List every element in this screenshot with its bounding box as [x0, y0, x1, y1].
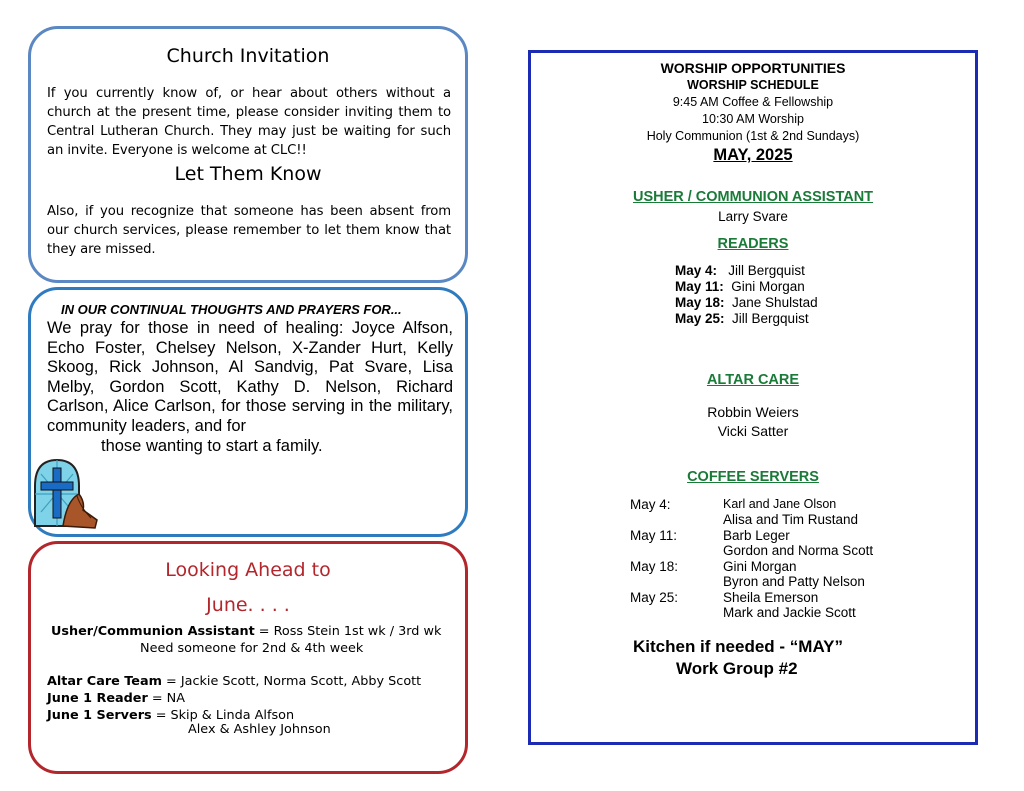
coffee-date: May 4: — [630, 497, 671, 512]
coffee-date: May 25: — [630, 590, 679, 605]
prayers-panel — [28, 287, 468, 537]
coffee-name: Alisa and Tim Rustand — [723, 512, 859, 527]
june-usher-note: Need someone for 2nd & 4th week — [140, 641, 364, 656]
coffee-name: Mark and Jackie Scott — [723, 605, 856, 620]
reader-date: May 11: — [675, 279, 724, 294]
reader-name: Jill Bergquist — [717, 263, 805, 278]
june-altar-label: Altar Care Team — [47, 674, 162, 689]
altar-care-name: Vicki Satter — [717, 423, 789, 439]
readers-list — [675, 263, 818, 327]
june-altar-line — [47, 674, 421, 689]
june-usher-line — [51, 624, 441, 639]
usher-heading: USHER / COMMUNION ASSISTANT — [632, 189, 874, 205]
coffee-name: Karl and Jane Olson — [723, 497, 837, 511]
looking-ahead-title: Looking Ahead to — [165, 559, 331, 581]
june-servers-value-2: Alex & Ashley Johnson — [188, 722, 331, 737]
reader-row — [675, 263, 818, 279]
reader-date: May 4: — [675, 263, 718, 278]
june-usher-value: = Ross Stein 1st wk / 3rd wk — [254, 624, 442, 639]
invitation-title: Church Invitation — [166, 45, 330, 67]
worship-heading: WORSHIP OPPORTUNITIES — [660, 60, 846, 76]
reader-row — [675, 295, 818, 311]
altar-care-heading: ALTAR CARE — [706, 372, 800, 388]
schedule-line: Holy Communion (1st & 2nd Sundays) — [646, 129, 860, 143]
schedule-line: 9:45 AM Coffee & Fellowship — [672, 95, 834, 109]
june-servers-line — [47, 708, 294, 723]
june-reader-value: = NA — [147, 691, 185, 706]
usher-name: Larry Svare — [718, 209, 788, 224]
let-them-know-title: Let Them Know — [174, 163, 322, 185]
work-group-line: Work Group #2 — [676, 659, 798, 678]
coffee-name: Byron and Patty Nelson — [723, 574, 865, 589]
kitchen-line: Kitchen if needed - “MAY” — [633, 637, 844, 656]
coffee-name: Sheila Emerson — [723, 590, 819, 605]
prayers-heading: IN OUR CONTINUAL THOUGHTS AND PRAYERS FOR... — [61, 302, 402, 317]
readers-heading: READERS — [717, 236, 789, 252]
reader-date: May 18: — [675, 295, 725, 310]
coffee-servers-heading: COFFEE SERVERS — [687, 469, 819, 485]
june-servers-value: = Skip & Linda Alfson — [151, 708, 295, 723]
coffee-name: Barb Leger — [723, 528, 790, 543]
reader-name: Gini Morgan — [723, 279, 805, 294]
coffee-name: Gordon and Norma Scott — [723, 543, 874, 558]
coffee-date: May 11: — [630, 528, 678, 543]
praying-hands-cross-icon — [33, 456, 99, 530]
prayers-text — [47, 319, 453, 456]
june-servers-label: June 1 Servers — [47, 708, 152, 723]
reader-row — [675, 279, 818, 295]
let-them-know-text: Also, if you recognize that someone has been absent from our church services, please remember to let them know that they are missed. — [47, 204, 451, 257]
reader-name: Jill Bergquist — [724, 311, 809, 326]
reader-name: Jane Shulstad — [724, 295, 818, 310]
june-reader-label: June 1 Reader — [47, 691, 148, 706]
prayers-list: We pray for those in need of healing: Joyce Alfson, Echo Foster, Chelsey Nelson, X-Zander Hurt, Kelly Skoog, Rick Johnson, Al Sandvig, Pat Svare, Lisa Melby, Gordon Scott, Kathy D. Nelson, Richard Carlson, Alice Carlson, for those serving in the military, community leaders, and for — [47, 319, 453, 435]
reader-date: May 25: — [675, 311, 725, 326]
month-heading: MAY, 2025 — [713, 146, 793, 164]
reader-row — [675, 311, 818, 327]
looking-ahead-month: June. . . . — [206, 594, 290, 616]
worship-opportunities-panel — [528, 50, 978, 745]
worship-schedule-heading: WORSHIP SCHEDULE — [687, 78, 819, 92]
church-invitation-panel — [28, 26, 468, 283]
coffee-name: Gini Morgan — [723, 559, 797, 574]
coffee-date: May 18: — [630, 559, 679, 574]
june-altar-value: = Jackie Scott, Norma Scott, Abby Scott — [161, 674, 422, 689]
looking-ahead-panel — [28, 541, 468, 774]
invitation-text: If you currently know of, or hear about others without a church at the present time, please consider inviting them to Central Lutheran Church. They may just be waiting for such an invite. Everyone is welcome at CLC!! — [47, 86, 451, 158]
june-usher-label: Usher/Communion Assistant — [51, 624, 255, 639]
altar-care-name: Robbin Weiers — [707, 404, 799, 420]
june-reader-line — [47, 691, 185, 706]
schedule-line: 10:30 AM Worship — [702, 112, 804, 126]
prayers-last-line: those wanting to start a family. — [101, 436, 323, 455]
